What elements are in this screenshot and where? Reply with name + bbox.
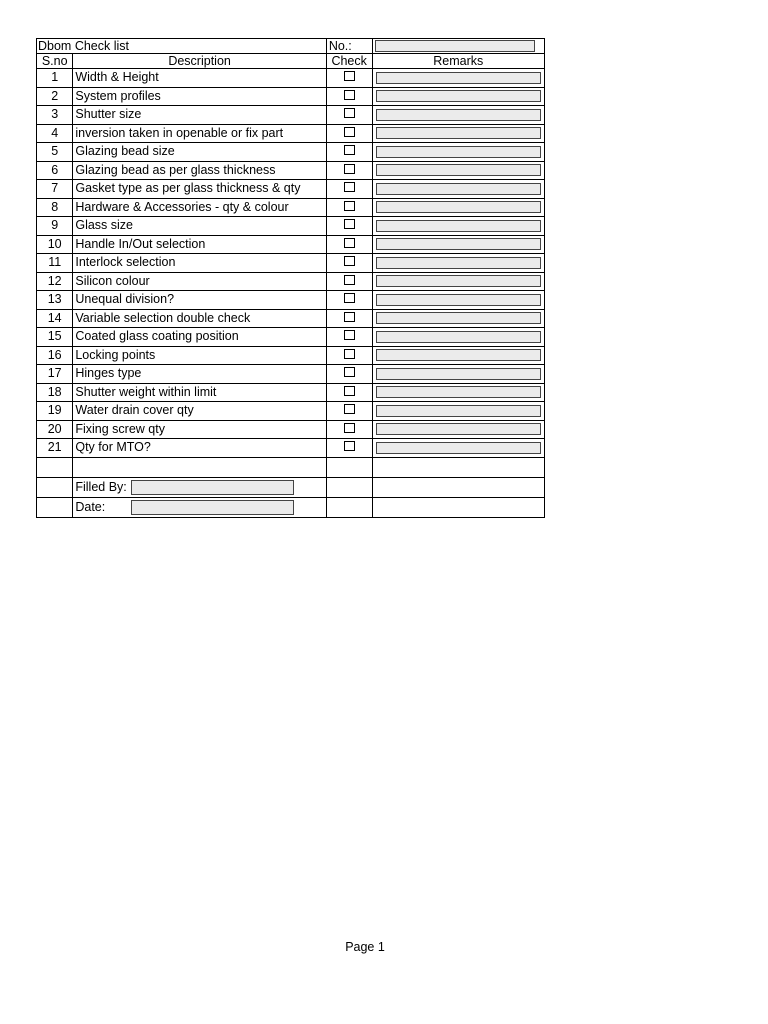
- remarks-cell: [372, 383, 544, 402]
- check-cell: [326, 291, 372, 310]
- checklist-row: [37, 309, 545, 328]
- check-cell: [326, 217, 372, 236]
- remarks-cell: [372, 180, 544, 199]
- row-description: Qty for MTO?: [73, 439, 326, 458]
- row-description: Shutter size: [73, 106, 326, 125]
- remarks-cell: [372, 217, 544, 236]
- row-description: System profiles: [73, 87, 326, 106]
- row-checkbox[interactable]: [344, 90, 355, 100]
- remarks-input[interactable]: [376, 146, 541, 158]
- row-checkbox[interactable]: [344, 293, 355, 303]
- date-input[interactable]: [131, 500, 294, 515]
- filled-by-label: Filled By:: [75, 479, 127, 494]
- check-cell: [326, 87, 372, 106]
- remarks-cell: [372, 402, 544, 421]
- remarks-input[interactable]: [376, 90, 541, 102]
- remarks-cell: [372, 254, 544, 273]
- filled-by-input[interactable]: [131, 480, 294, 495]
- row-description: Locking points: [73, 346, 326, 365]
- remarks-input[interactable]: [376, 164, 541, 176]
- row-checkbox[interactable]: [344, 201, 355, 211]
- checklist-row: [37, 87, 545, 106]
- header-remarks: Remarks: [372, 54, 544, 69]
- row-checkbox[interactable]: [344, 182, 355, 192]
- remarks-input[interactable]: [376, 331, 541, 343]
- checklist-row: [37, 272, 545, 291]
- remarks-input[interactable]: [376, 257, 541, 269]
- row-description: Fixing screw qty: [73, 420, 326, 439]
- checklist-row: [37, 291, 545, 310]
- checklist-row: [37, 365, 545, 384]
- checklist-row: [37, 217, 545, 236]
- remarks-cell: [372, 143, 544, 162]
- checklist-row: [37, 439, 545, 458]
- remarks-cell: [372, 161, 544, 180]
- remarks-input[interactable]: [376, 220, 541, 232]
- check-cell: [326, 383, 372, 402]
- row-checkbox[interactable]: [344, 145, 355, 155]
- checklist-row: [37, 402, 545, 421]
- checklist-row: [37, 124, 545, 143]
- check-cell: [326, 143, 372, 162]
- remarks-cell: [372, 198, 544, 217]
- checklist-row: [37, 346, 545, 365]
- check-cell: [326, 124, 372, 143]
- remarks-input[interactable]: [376, 386, 541, 398]
- header-row: [37, 54, 545, 69]
- header-check: Check: [326, 54, 372, 69]
- remarks-cell: [372, 309, 544, 328]
- remarks-cell: [372, 346, 544, 365]
- check-cell: [326, 180, 372, 199]
- row-checkbox[interactable]: [344, 108, 355, 118]
- check-cell: [326, 272, 372, 291]
- row-checkbox[interactable]: [344, 330, 355, 340]
- remarks-cell: [372, 272, 544, 291]
- remarks-cell: [372, 235, 544, 254]
- remarks-input[interactable]: [376, 442, 541, 454]
- row-number: 16: [37, 346, 73, 365]
- checklist-row: [37, 254, 545, 273]
- row-description: Silicon colour: [73, 272, 326, 291]
- row-checkbox[interactable]: [344, 275, 355, 285]
- row-description: Width & Height: [73, 69, 326, 88]
- checklist-row: [37, 198, 545, 217]
- row-checkbox[interactable]: [344, 386, 355, 396]
- title-row: [37, 39, 545, 54]
- row-number: 21: [37, 439, 73, 458]
- header-description: Description: [73, 54, 326, 69]
- date-label: Date:: [75, 499, 106, 514]
- row-number: 20: [37, 420, 73, 439]
- checklist-row: [37, 161, 545, 180]
- date-cell: [73, 497, 326, 517]
- row-description: Hardware & Accessories - qty & colour: [73, 198, 326, 217]
- remarks-input[interactable]: [376, 349, 541, 361]
- remarks-input[interactable]: [376, 109, 541, 121]
- date-row: [37, 497, 545, 517]
- row-checkbox[interactable]: [344, 441, 355, 451]
- row-number: 10: [37, 235, 73, 254]
- number-cell: [372, 39, 544, 54]
- row-description: Glazing bead as per glass thickness: [73, 161, 326, 180]
- row-number: 18: [37, 383, 73, 402]
- blank-cell: [326, 477, 372, 497]
- row-description: Gasket type as per glass thickness & qty: [73, 180, 326, 199]
- row-description: Unequal division?: [73, 291, 326, 310]
- checklist-row: [37, 383, 545, 402]
- blank-cell: [372, 477, 544, 497]
- row-checkbox[interactable]: [344, 423, 355, 433]
- row-checkbox[interactable]: [344, 127, 355, 137]
- row-checkbox[interactable]: [344, 404, 355, 414]
- check-cell: [326, 328, 372, 347]
- row-description: Interlock selection: [73, 254, 326, 273]
- check-cell: [326, 69, 372, 88]
- checklist-row: [37, 69, 545, 88]
- row-number: 12: [37, 272, 73, 291]
- row-number: 11: [37, 254, 73, 273]
- checklist-row: [37, 328, 545, 347]
- check-cell: [326, 420, 372, 439]
- blank-cell: [372, 457, 544, 477]
- remarks-input[interactable]: [376, 72, 541, 84]
- row-number: 14: [37, 309, 73, 328]
- row-checkbox[interactable]: [344, 367, 355, 377]
- number-input[interactable]: [375, 40, 535, 52]
- remarks-cell: [372, 328, 544, 347]
- remarks-cell: [372, 69, 544, 88]
- blank-cell: [37, 457, 73, 477]
- filled-by-row: [37, 477, 545, 497]
- remarks-cell: [372, 291, 544, 310]
- remarks-cell: [372, 439, 544, 458]
- remarks-input[interactable]: [376, 127, 541, 139]
- row-checkbox[interactable]: [344, 164, 355, 174]
- checklist-row: [37, 180, 545, 199]
- header-sno: S.no: [37, 54, 73, 69]
- check-cell: [326, 346, 372, 365]
- remarks-cell: [372, 106, 544, 125]
- row-number: 17: [37, 365, 73, 384]
- remarks-input[interactable]: [376, 405, 541, 417]
- remarks-input[interactable]: [376, 312, 541, 324]
- checklist-table: [36, 38, 545, 518]
- remarks-input[interactable]: [376, 183, 541, 195]
- row-checkbox[interactable]: [344, 71, 355, 81]
- checklist-row: [37, 420, 545, 439]
- remarks-cell: [372, 420, 544, 439]
- row-number: 6: [37, 161, 73, 180]
- check-cell: [326, 309, 372, 328]
- blank-cell: [37, 477, 73, 497]
- row-number: 8: [37, 198, 73, 217]
- check-cell: [326, 402, 372, 421]
- row-number: 13: [37, 291, 73, 310]
- checklist-row: [37, 235, 545, 254]
- checklist-title: Dbom Check list: [37, 39, 327, 54]
- checklist-row: [37, 143, 545, 162]
- remarks-input[interactable]: [376, 294, 541, 306]
- row-description: Variable selection double check: [73, 309, 326, 328]
- remarks-input[interactable]: [376, 423, 541, 435]
- checklist-row: [37, 106, 545, 125]
- check-cell: [326, 439, 372, 458]
- row-checkbox[interactable]: [344, 349, 355, 359]
- row-number: 19: [37, 402, 73, 421]
- check-cell: [326, 106, 372, 125]
- blank-cell: [326, 497, 372, 517]
- row-number: 1: [37, 69, 73, 88]
- remarks-cell: [372, 365, 544, 384]
- row-checkbox[interactable]: [344, 219, 355, 229]
- row-number: 3: [37, 106, 73, 125]
- blank-cell: [37, 497, 73, 517]
- blank-cell: [73, 457, 326, 477]
- page-number: Page 1: [345, 940, 385, 954]
- blank-cell: [326, 457, 372, 477]
- row-number: 5: [37, 143, 73, 162]
- remarks-cell: [372, 87, 544, 106]
- row-number: 2: [37, 87, 73, 106]
- row-description: Glazing bead size: [73, 143, 326, 162]
- row-description: inversion taken in openable or fix part: [73, 124, 326, 143]
- remarks-input[interactable]: [376, 238, 541, 250]
- row-description: Handle In/Out selection: [73, 235, 326, 254]
- number-label: No.:: [326, 39, 372, 54]
- blank-cell: [372, 497, 544, 517]
- remarks-cell: [372, 124, 544, 143]
- remarks-input[interactable]: [376, 275, 541, 287]
- remarks-input[interactable]: [376, 368, 541, 380]
- check-cell: [326, 235, 372, 254]
- row-description: Glass size: [73, 217, 326, 236]
- row-description: Water drain cover qty: [73, 402, 326, 421]
- check-cell: [326, 365, 372, 384]
- row-number: 4: [37, 124, 73, 143]
- row-description: Hinges type: [73, 365, 326, 384]
- check-cell: [326, 161, 372, 180]
- row-number: 9: [37, 217, 73, 236]
- row-number: 15: [37, 328, 73, 347]
- row-checkbox[interactable]: [344, 238, 355, 248]
- row-checkbox[interactable]: [344, 256, 355, 266]
- row-checkbox[interactable]: [344, 312, 355, 322]
- check-cell: [326, 254, 372, 273]
- row-number: 7: [37, 180, 73, 199]
- check-cell: [326, 198, 372, 217]
- blank-row: [37, 457, 545, 477]
- filled-by-cell: [73, 477, 326, 497]
- row-description: Coated glass coating position: [73, 328, 326, 347]
- remarks-input[interactable]: [376, 201, 541, 213]
- row-description: Shutter weight within limit: [73, 383, 326, 402]
